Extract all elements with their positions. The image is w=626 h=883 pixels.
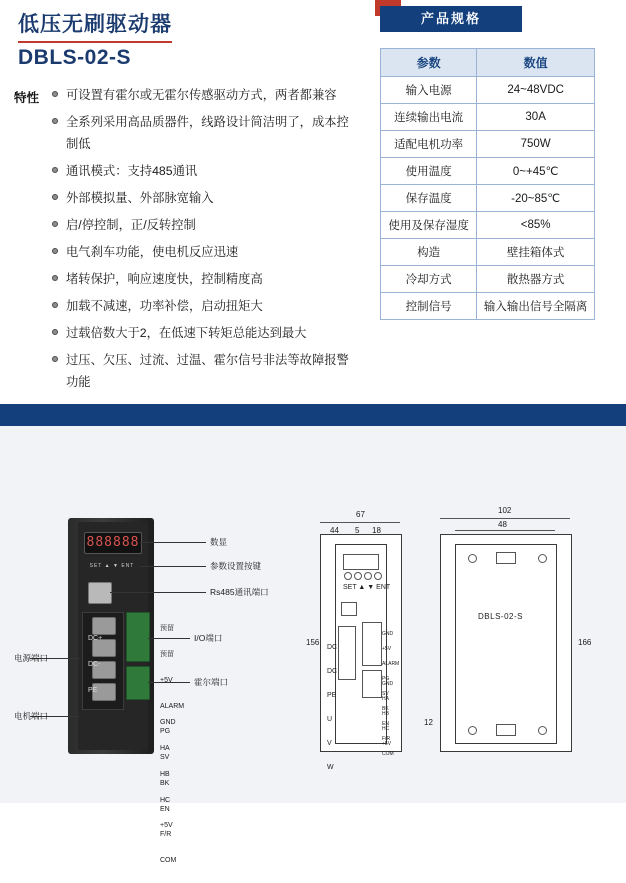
dimension-label: 156 — [306, 638, 320, 647]
mounting-hole — [468, 726, 477, 735]
cell-value: <85% — [477, 212, 595, 239]
features-list — [52, 84, 352, 398]
pin-label: +5V — [160, 676, 173, 684]
rs485-port — [88, 582, 112, 604]
bullet-icon — [52, 302, 58, 308]
pin-label: PE — [88, 686, 98, 694]
cell-param: 控制信号 — [381, 293, 477, 320]
dimension-label: 67 — [356, 510, 365, 519]
pin-label: DC — [327, 668, 338, 675]
seven-segment-display: 888888 — [84, 532, 142, 554]
bullet-icon — [52, 356, 58, 362]
pin-label: PG — [160, 728, 171, 736]
dimension-label: 48 — [498, 520, 507, 529]
bullet-icon — [52, 329, 58, 335]
table-row — [381, 266, 595, 293]
pin-label: 预留 — [160, 650, 174, 658]
front-view-connector-strip — [343, 554, 379, 570]
list-item — [52, 268, 352, 290]
dimension-label: 102 — [498, 506, 512, 515]
callout-display: 数显 — [210, 537, 228, 547]
leader-line — [110, 592, 206, 593]
table-row — [381, 293, 595, 320]
feature-text: 加载不减速，功率补偿，启动扭矩大 — [66, 299, 263, 313]
list-item — [52, 241, 352, 263]
pin-label: DC+ — [88, 635, 103, 643]
dimension-line — [455, 530, 555, 531]
hall-pin-list — [160, 702, 176, 848]
mounting-hole — [538, 726, 547, 735]
pin-label: EN — [160, 805, 170, 813]
cell-param: 适配电机功率 — [381, 131, 477, 158]
bullet-icon — [52, 275, 58, 281]
dimension-line — [440, 518, 570, 519]
pin-label: +5V — [382, 646, 392, 652]
pin-label: V — [327, 740, 332, 747]
front-view-terminal-left-labels — [327, 628, 339, 788]
top-section — [0, 0, 626, 408]
cell-value: 24~48VDC — [477, 77, 595, 104]
side-view-center-slot — [496, 552, 516, 564]
led-indicator — [374, 572, 382, 580]
table-row — [381, 131, 595, 158]
list-item — [52, 349, 352, 393]
pin-label: COM — [382, 751, 394, 757]
pin-label: SV — [160, 754, 170, 762]
table-row — [381, 77, 595, 104]
cell-param: 构造 — [381, 239, 477, 266]
bullet-icon — [52, 221, 58, 227]
feature-text: 外部模拟量、外部脉宽输入 — [66, 191, 214, 205]
pin-label: PE — [327, 692, 337, 699]
feature-text: 通讯模式：支持485通讯 — [66, 164, 198, 178]
page-title: 低压无刷驱动器 — [18, 8, 172, 43]
pin-label: DC — [327, 644, 338, 651]
front-view-rs485-port — [341, 602, 357, 616]
cell-param: 保存温度 — [381, 185, 477, 212]
leader-line — [140, 566, 206, 567]
callout-hall-port: 霍尔端口 — [194, 677, 229, 687]
list-item — [52, 111, 352, 155]
list-item — [52, 214, 352, 236]
lower-section — [0, 426, 626, 865]
dimension-label: 5 — [355, 526, 360, 535]
callout-io-port: I/O端口 — [194, 633, 223, 643]
dimension-label: 18 — [372, 526, 381, 535]
pin-label: +5V — [160, 822, 173, 830]
led-indicator — [364, 572, 372, 580]
pin-label: 预留 — [160, 625, 174, 633]
features-label: 特性 — [14, 91, 40, 105]
front-view-hall-connector — [362, 670, 382, 698]
side-view-center-slot-bottom — [496, 724, 516, 736]
cell-param: 输入电源 — [381, 77, 477, 104]
feature-text: 过载倍数大于2，在低速下转矩总能达到最大 — [66, 326, 307, 340]
table-row — [381, 212, 595, 239]
bullet-icon — [52, 91, 58, 97]
feature-text: 堵转保护，响应速度快，控制精度高 — [66, 272, 263, 286]
power-pin-list — [88, 618, 102, 713]
cell-value: 壁挂箱体式 — [477, 239, 595, 266]
feature-text: 电气刹车功能，使电机反应迅速 — [66, 245, 239, 259]
front-view-hall-labels — [382, 672, 393, 757]
feature-text: 过压、欠压、过流、过温、霍尔信号非法等故障报警功能 — [66, 353, 349, 389]
section-divider-band — [0, 404, 626, 426]
front-view-terminal-right — [362, 622, 382, 666]
mounting-hole — [468, 554, 477, 563]
leader-line — [140, 542, 206, 543]
cell-param: 使用温度 — [381, 158, 477, 185]
pin-label: F/R — [160, 831, 172, 839]
bullet-icon — [52, 194, 58, 200]
feature-text: 可设置有霍尔或无霍尔传感驱动方式，两者都兼容 — [66, 88, 337, 102]
pin-label: HA — [160, 744, 170, 752]
list-item — [52, 295, 352, 317]
cell-value: 输入输出信号全隔离 — [477, 293, 595, 320]
pin-label: GND — [382, 681, 394, 687]
led-indicator — [344, 572, 352, 580]
callout-power-port: 电源端口 — [14, 653, 49, 663]
keypad-labels: SET ▲ ▼ ENT — [89, 563, 135, 569]
pin-label: EN — [382, 721, 389, 727]
table-row — [381, 104, 595, 131]
list-item — [52, 84, 352, 106]
bullet-icon — [52, 248, 58, 254]
table-row — [381, 185, 595, 212]
pin-label: HB — [382, 711, 389, 717]
cell-value: 750W — [477, 131, 595, 158]
dimension-line — [320, 522, 400, 523]
list-item — [52, 322, 352, 344]
cell-param: 使用及保存湿度 — [381, 212, 477, 239]
pin-label: PG — [382, 676, 390, 682]
pin-label: HC — [160, 796, 171, 804]
dimension-label: 166 — [578, 638, 592, 647]
side-view-inner-body — [455, 544, 557, 744]
mounting-hole — [538, 554, 547, 563]
column-header-param: 参数 — [381, 49, 477, 77]
cell-value: 散热器方式 — [477, 266, 595, 293]
pin-label: HB — [160, 770, 170, 778]
pin-label: HA — [382, 696, 389, 702]
side-view-model-label: DBLS-02-S — [478, 612, 523, 621]
led-indicator — [354, 572, 362, 580]
table-row — [381, 239, 595, 266]
dimension-label: 12 — [424, 718, 433, 727]
pin-label: GND — [160, 719, 176, 727]
pin-label: COM — [160, 857, 177, 865]
cell-value: 0~+45℃ — [477, 158, 595, 185]
io-connector — [126, 612, 150, 662]
cell-param: 冷却方式 — [381, 266, 477, 293]
front-view-keypad-labels: SET ▲ ▼ ENT — [343, 584, 391, 591]
pin-label: GND — [382, 631, 394, 637]
pin-label: ALARM — [382, 661, 400, 667]
pin-label: BK — [382, 706, 389, 712]
pin-label: W — [327, 764, 334, 771]
pin-label: U — [327, 716, 333, 723]
table-row — [381, 158, 595, 185]
cell-value: 30A — [477, 104, 595, 131]
hall-connector — [126, 666, 150, 700]
callout-motor-port: 电机端口 — [14, 711, 49, 721]
pin-label: ALARM — [160, 702, 185, 710]
model-subtitle: DBLS-02-S — [18, 46, 132, 69]
feature-text: 启/停控制，正/反转控制 — [66, 218, 196, 232]
pin-label: F/R — [382, 736, 391, 742]
column-header-value: 数值 — [477, 49, 595, 77]
spec-section-title: 产品规格 — [380, 6, 522, 32]
table-header-row — [381, 49, 595, 77]
dimension-label: 44 — [330, 526, 339, 535]
cell-value: -20~85℃ — [477, 185, 595, 212]
callout-rs485: Rs485通讯端口 — [210, 587, 269, 597]
callout-keys: 参数设置按键 — [210, 561, 262, 571]
list-item — [52, 160, 352, 182]
bullet-icon — [52, 118, 58, 124]
front-view-terminal-left — [338, 626, 356, 680]
pin-label: BK — [160, 779, 170, 787]
pin-label: DC- — [88, 660, 101, 668]
pin-label: SV — [382, 691, 389, 697]
spec-table — [380, 48, 595, 320]
pin-label: HC — [382, 726, 390, 732]
pin-label: +5V — [382, 741, 392, 747]
cell-param: 连续输出电流 — [381, 104, 477, 131]
feature-text: 全系列采用高品质器件，线路设计简洁明了，成本控制低 — [66, 115, 349, 151]
bullet-icon — [52, 167, 58, 173]
list-item — [52, 187, 352, 209]
